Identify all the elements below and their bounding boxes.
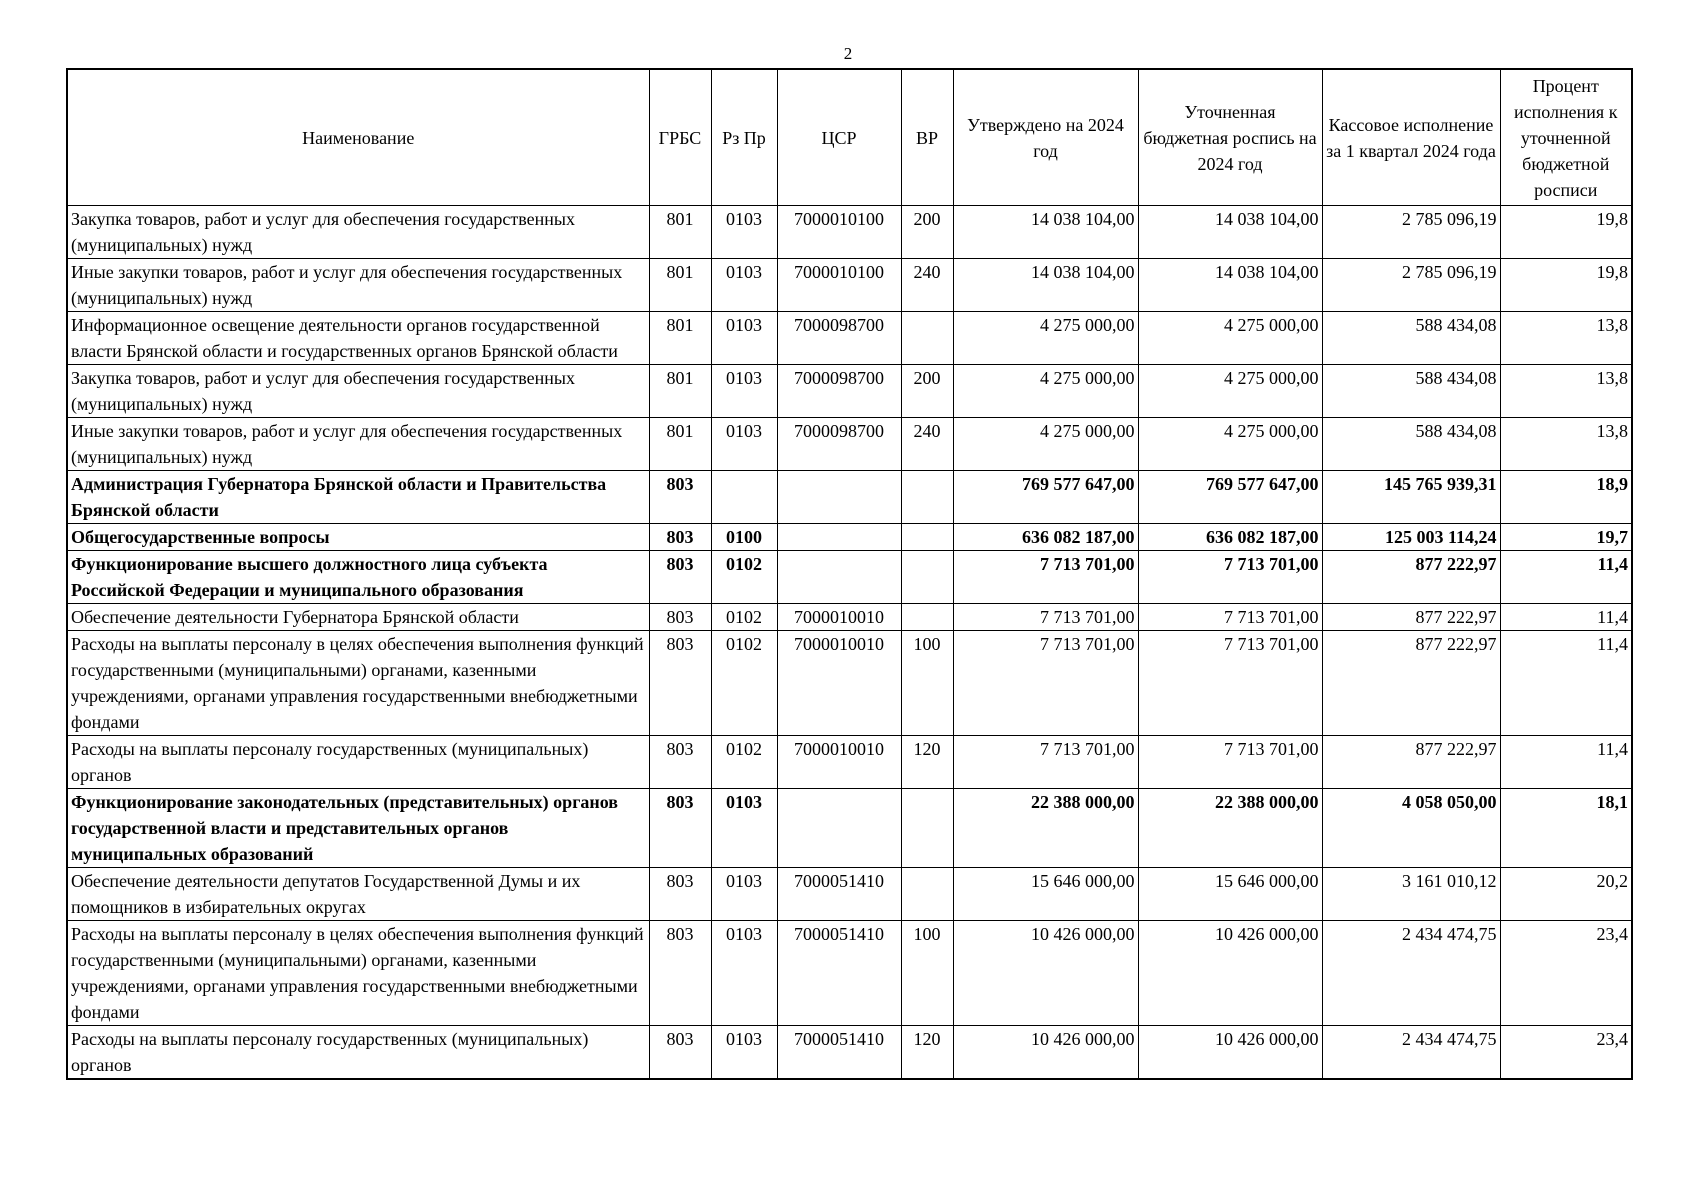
cell-vr: 100 xyxy=(901,921,953,1026)
cell-percent: 13,8 xyxy=(1500,312,1632,365)
header-approved: Утверждено на 2024 год xyxy=(953,69,1138,206)
cell-approved: 769 577 647,00 xyxy=(953,471,1138,524)
cell-percent: 19,8 xyxy=(1500,259,1632,312)
table-row xyxy=(67,365,1632,418)
cell-vr: 200 xyxy=(901,365,953,418)
cell-rzpr xyxy=(711,471,777,524)
cell-refined: 4 275 000,00 xyxy=(1138,365,1322,418)
cell-cash: 588 434,08 xyxy=(1322,312,1500,365)
cell-rzpr: 0103 xyxy=(711,259,777,312)
cell-grbs: 803 xyxy=(649,868,711,921)
table-row xyxy=(67,868,1632,921)
cell-refined: 10 426 000,00 xyxy=(1138,1026,1322,1080)
table-row xyxy=(67,471,1632,524)
cell-rzpr: 0103 xyxy=(711,789,777,868)
cell-approved: 4 275 000,00 xyxy=(953,365,1138,418)
table-row xyxy=(67,921,1632,1026)
page-number: 2 xyxy=(843,44,853,63)
cell-name: Расходы на выплаты персоналу в целях обеспечения выполнения функций государственными (муниципальными) органами, казенными учреждениями, органами управления государственными внебюджетными фондами xyxy=(67,631,649,736)
cell-csr xyxy=(777,524,901,551)
cell-vr xyxy=(901,604,953,631)
cell-grbs: 801 xyxy=(649,312,711,365)
cell-cash: 588 434,08 xyxy=(1322,365,1500,418)
budget-table xyxy=(66,68,1633,1080)
table-row xyxy=(67,259,1632,312)
cell-csr: 7000098700 xyxy=(777,365,901,418)
cell-cash: 2 785 096,19 xyxy=(1322,259,1500,312)
cell-name: Обеспечение деятельности депутатов Государственной Думы и их помощников в избирательных округах xyxy=(67,868,649,921)
cell-vr: 200 xyxy=(901,206,953,259)
header-refined: Уточненная бюджетная роспись на 2024 год xyxy=(1138,69,1322,206)
cell-name: Закупка товаров, работ и услуг для обеспечения государственных (муниципальных) нужд xyxy=(67,206,649,259)
cell-refined: 636 082 187,00 xyxy=(1138,524,1322,551)
table-row xyxy=(67,631,1632,736)
cell-percent: 13,8 xyxy=(1500,365,1632,418)
cell-cash: 877 222,97 xyxy=(1322,604,1500,631)
cell-rzpr: 0103 xyxy=(711,312,777,365)
cell-approved: 7 713 701,00 xyxy=(953,604,1138,631)
cell-rzpr: 0102 xyxy=(711,551,777,604)
cell-csr: 7000051410 xyxy=(777,1026,901,1080)
cell-csr xyxy=(777,471,901,524)
cell-vr xyxy=(901,312,953,365)
cell-name: Обеспечение деятельности Губернатора Брянской области xyxy=(67,604,649,631)
cell-vr: 240 xyxy=(901,418,953,471)
header-vr: ВР xyxy=(901,69,953,206)
cell-vr xyxy=(901,868,953,921)
cell-cash: 125 003 114,24 xyxy=(1322,524,1500,551)
table-body xyxy=(67,206,1632,1080)
cell-vr: 120 xyxy=(901,736,953,789)
table-row xyxy=(67,206,1632,259)
cell-percent: 18,9 xyxy=(1500,471,1632,524)
cell-percent: 23,4 xyxy=(1500,921,1632,1026)
header-rzpr: Рз Пр xyxy=(711,69,777,206)
cell-vr: 120 xyxy=(901,1026,953,1080)
cell-approved: 7 713 701,00 xyxy=(953,736,1138,789)
cell-refined: 15 646 000,00 xyxy=(1138,868,1322,921)
cell-refined: 7 713 701,00 xyxy=(1138,631,1322,736)
table-row xyxy=(67,1026,1632,1080)
cell-csr: 7000010100 xyxy=(777,206,901,259)
cell-name: Иные закупки товаров, работ и услуг для обеспечения государственных (муниципальных) нужд xyxy=(67,259,649,312)
cell-refined: 769 577 647,00 xyxy=(1138,471,1322,524)
cell-rzpr: 0103 xyxy=(711,365,777,418)
cell-rzpr: 0102 xyxy=(711,604,777,631)
cell-name: Общегосударственные вопросы xyxy=(67,524,649,551)
cell-cash: 588 434,08 xyxy=(1322,418,1500,471)
cell-percent: 11,4 xyxy=(1500,551,1632,604)
table-header-row xyxy=(67,69,1632,206)
cell-rzpr: 0103 xyxy=(711,1026,777,1080)
cell-csr: 7000051410 xyxy=(777,868,901,921)
cell-csr: 7000010010 xyxy=(777,631,901,736)
cell-name: Расходы на выплаты персоналу государственных (муниципальных) органов xyxy=(67,1026,649,1080)
cell-approved: 636 082 187,00 xyxy=(953,524,1138,551)
cell-rzpr: 0103 xyxy=(711,206,777,259)
cell-percent: 13,8 xyxy=(1500,418,1632,471)
table-row xyxy=(67,312,1632,365)
header-cash: Кассовое исполнение за 1 квартал 2024 года xyxy=(1322,69,1500,206)
cell-approved: 7 713 701,00 xyxy=(953,551,1138,604)
table-row xyxy=(67,418,1632,471)
cell-grbs: 803 xyxy=(649,471,711,524)
cell-csr: 7000010010 xyxy=(777,736,901,789)
cell-percent: 23,4 xyxy=(1500,1026,1632,1080)
cell-csr: 7000098700 xyxy=(777,418,901,471)
cell-grbs: 803 xyxy=(649,789,711,868)
cell-approved: 14 038 104,00 xyxy=(953,259,1138,312)
cell-refined: 4 275 000,00 xyxy=(1138,418,1322,471)
header-grbs: ГРБС xyxy=(649,69,711,206)
cell-rzpr: 0103 xyxy=(711,921,777,1026)
cell-refined: 14 038 104,00 xyxy=(1138,259,1322,312)
table-row xyxy=(67,736,1632,789)
table-row xyxy=(67,551,1632,604)
header-csr: ЦСР xyxy=(777,69,901,206)
cell-name: Иные закупки товаров, работ и услуг для обеспечения государственных (муниципальных) нужд xyxy=(67,418,649,471)
cell-csr: 7000010100 xyxy=(777,259,901,312)
cell-rzpr: 0102 xyxy=(711,736,777,789)
cell-csr: 7000098700 xyxy=(777,312,901,365)
cell-grbs: 803 xyxy=(649,1026,711,1080)
cell-percent: 11,4 xyxy=(1500,604,1632,631)
cell-approved: 4 275 000,00 xyxy=(953,312,1138,365)
cell-refined: 7 713 701,00 xyxy=(1138,551,1322,604)
cell-rzpr: 0103 xyxy=(711,418,777,471)
cell-approved: 22 388 000,00 xyxy=(953,789,1138,868)
cell-rzpr: 0103 xyxy=(711,868,777,921)
cell-name: Функционирование законодательных (представительных) органов государственной власти и представительных органов муниципальных образований xyxy=(67,789,649,868)
cell-vr: 240 xyxy=(901,259,953,312)
cell-grbs: 803 xyxy=(649,631,711,736)
cell-percent: 19,8 xyxy=(1500,206,1632,259)
cell-vr: 100 xyxy=(901,631,953,736)
header-name: Наименование xyxy=(67,69,649,206)
cell-cash: 145 765 939,31 xyxy=(1322,471,1500,524)
cell-cash: 4 058 050,00 xyxy=(1322,789,1500,868)
cell-rzpr: 0102 xyxy=(711,631,777,736)
cell-grbs: 801 xyxy=(649,206,711,259)
cell-vr xyxy=(901,524,953,551)
cell-cash: 2 785 096,19 xyxy=(1322,206,1500,259)
cell-csr: 7000010010 xyxy=(777,604,901,631)
cell-cash: 877 222,97 xyxy=(1322,631,1500,736)
cell-grbs: 803 xyxy=(649,736,711,789)
cell-grbs: 803 xyxy=(649,921,711,1026)
cell-csr xyxy=(777,551,901,604)
cell-approved: 10 426 000,00 xyxy=(953,1026,1138,1080)
cell-grbs: 803 xyxy=(649,604,711,631)
table-row xyxy=(67,524,1632,551)
cell-refined: 14 038 104,00 xyxy=(1138,206,1322,259)
cell-csr xyxy=(777,789,901,868)
header-percent: Процент исполнения к уточненной бюджетной росписи xyxy=(1500,69,1632,206)
cell-grbs: 801 xyxy=(649,365,711,418)
cell-grbs: 801 xyxy=(649,259,711,312)
cell-refined: 22 388 000,00 xyxy=(1138,789,1322,868)
cell-percent: 11,4 xyxy=(1500,631,1632,736)
cell-approved: 7 713 701,00 xyxy=(953,631,1138,736)
cell-name: Функционирование высшего должностного лица субъекта Российской Федерации и муниципального образования xyxy=(67,551,649,604)
cell-percent: 19,7 xyxy=(1500,524,1632,551)
cell-percent: 20,2 xyxy=(1500,868,1632,921)
cell-approved: 15 646 000,00 xyxy=(953,868,1138,921)
table-row xyxy=(67,604,1632,631)
cell-cash: 3 161 010,12 xyxy=(1322,868,1500,921)
cell-name: Администрация Губернатора Брянской области и Правительства Брянской области xyxy=(67,471,649,524)
cell-percent: 11,4 xyxy=(1500,736,1632,789)
cell-csr: 7000051410 xyxy=(777,921,901,1026)
cell-approved: 4 275 000,00 xyxy=(953,418,1138,471)
cell-approved: 10 426 000,00 xyxy=(953,921,1138,1026)
cell-cash: 877 222,97 xyxy=(1322,736,1500,789)
cell-refined: 7 713 701,00 xyxy=(1138,736,1322,789)
cell-approved: 14 038 104,00 xyxy=(953,206,1138,259)
cell-refined: 10 426 000,00 xyxy=(1138,921,1322,1026)
cell-grbs: 803 xyxy=(649,524,711,551)
cell-name: Расходы на выплаты персоналу в целях обеспечения выполнения функций государственными (муниципальными) органами, казенными учреждениями, органами управления государственными внебюджетными фондами xyxy=(67,921,649,1026)
cell-cash: 877 222,97 xyxy=(1322,551,1500,604)
cell-vr xyxy=(901,789,953,868)
cell-cash: 2 434 474,75 xyxy=(1322,1026,1500,1080)
cell-name: Закупка товаров, работ и услуг для обеспечения государственных (муниципальных) нужд xyxy=(67,365,649,418)
cell-vr xyxy=(901,551,953,604)
cell-grbs: 801 xyxy=(649,418,711,471)
table-row xyxy=(67,789,1632,868)
cell-grbs: 803 xyxy=(649,551,711,604)
cell-rzpr: 0100 xyxy=(711,524,777,551)
cell-name: Информационное освещение деятельности органов государственной власти Брянской области и государственных органов Брянской области xyxy=(67,312,649,365)
cell-vr xyxy=(901,471,953,524)
cell-name: Расходы на выплаты персоналу государственных (муниципальных) органов xyxy=(67,736,649,789)
cell-refined: 4 275 000,00 xyxy=(1138,312,1322,365)
cell-percent: 18,1 xyxy=(1500,789,1632,868)
cell-refined: 7 713 701,00 xyxy=(1138,604,1322,631)
cell-cash: 2 434 474,75 xyxy=(1322,921,1500,1026)
